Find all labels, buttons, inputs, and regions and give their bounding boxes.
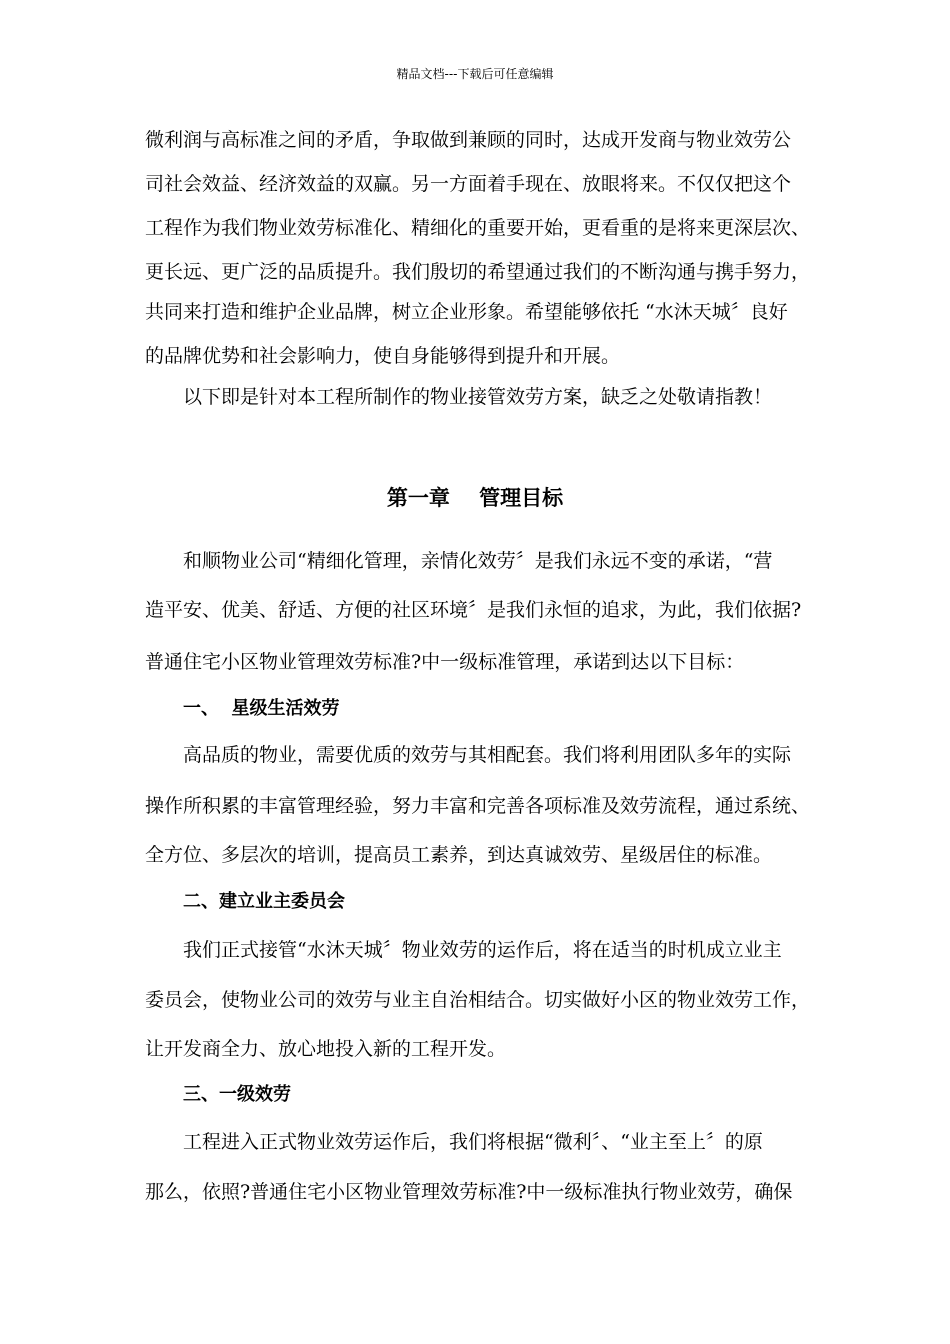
paragraph-line: 我们正式接管“水沐天城〞物业效劳的运作后，将在适当的时机成立业主 xyxy=(183,939,782,961)
paragraph-line: 以下即是针对本工程所制作的物业接管效劳方案，缺乏之处敬请指教！ xyxy=(183,386,773,408)
paragraph-line: 那么，依照?普通住宅小区物业管理效劳标准?中一级标准执行物业效劳，确保 xyxy=(145,1181,793,1203)
paragraph-line: 工程作为我们物业效劳标准化、精细化的重要开始，更看重的是将来更深层次、 xyxy=(145,217,811,239)
paragraph-line: 司社会效益、经济效益的双赢。另一方面着手现在、放眼将来。不仅仅把这个 xyxy=(145,173,792,195)
section-heading: 二、建立业主委员会 xyxy=(183,891,345,912)
paragraph-line: 和顺物业公司“精细化管理，亲情化效劳〞是我们永远不变的承诺，“营 xyxy=(183,550,773,572)
paragraph-line: 操作所积累的丰富管理经验，努力丰富和完善各项标准及效劳流程，通过系统、 xyxy=(145,795,811,817)
section-heading: 三、一级效劳 xyxy=(183,1084,291,1105)
paragraph-line: 工程进入正式物业效劳运作后，我们将根据“微利〞、“业主至上〞的原 xyxy=(183,1131,763,1153)
chapter-title: 第一章 管理目标 xyxy=(386,486,564,510)
section-heading: 一、 星级生活效劳 xyxy=(183,698,340,719)
paragraph-line: 全方位、多层次的培训，提高员工素养，到达真诚效劳、星级居住的标准。 xyxy=(145,844,773,866)
paragraph-line: 让开发商全力、放心地投入新的工程开发。 xyxy=(145,1038,507,1060)
paragraph-line: 委员会，使物业公司的效劳与业主自治相结合。切实做好小区的物业效劳工作， xyxy=(145,989,811,1011)
paragraph-line: 共同来打造和维护企业品牌，树立企业形象。希望能够依托 “水沐天城〞良好 xyxy=(145,301,788,323)
paragraph-line: 更长远、更广泛的品质提升。我们殷切的希望通过我们的不断沟通与携手努力， xyxy=(145,261,811,283)
page-header: 精品文档---下载后可任意编辑 xyxy=(396,67,554,81)
paragraph-line: 普通住宅小区物业管理效劳标准?中一级标准管理，承诺到达以下目标： xyxy=(145,651,745,673)
paragraph-line: 造平安、优美、舒适、方便的社区环境〞是我们永恒的追求，为此，我们依据? xyxy=(145,599,802,621)
paragraph-line: 微利润与高标准之间的矛盾，争取做到兼顾的同时，达成开发商与物业效劳公 xyxy=(145,129,792,151)
paragraph-line: 的品牌优势和社会影响力，使自身能够得到提升和开展。 xyxy=(145,345,621,367)
paragraph-line: 高品质的物业，需要优质的效劳与其相配套。我们将利用团队多年的实际 xyxy=(183,744,792,766)
